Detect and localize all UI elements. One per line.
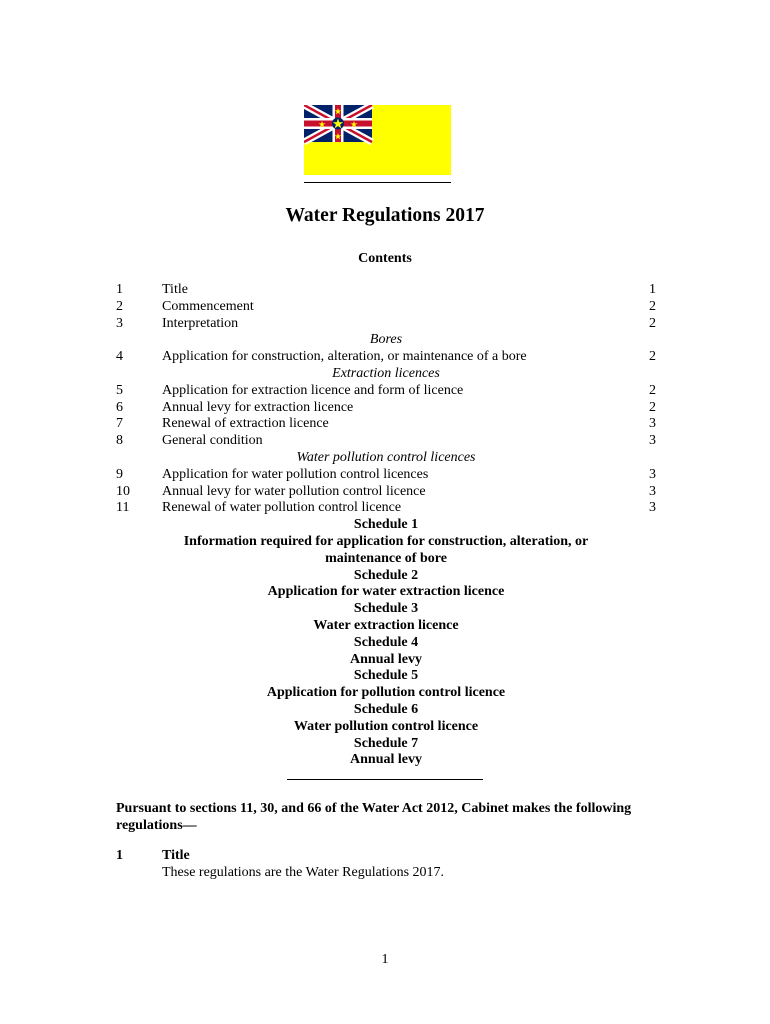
section-heading: Title	[162, 848, 190, 863]
toc-part-heading-extraction: Extraction licences	[332, 365, 440, 381]
schedule-label: Schedule 3	[353, 601, 419, 617]
niue-flag-emblem	[304, 105, 451, 175]
toc-entry-number: 1	[116, 282, 123, 297]
section-text: These regulations are the Water Regulations 2017.	[162, 865, 445, 880]
schedule-title: Application for water extraction licence	[267, 584, 505, 600]
toc-entry-page: 2	[649, 399, 656, 415]
toc-entry-page: 2	[649, 382, 656, 398]
toc-entry-title: Application for water pollution control licences	[162, 466, 429, 482]
toc-entry-number: 11	[116, 500, 130, 516]
toc-schedule-5[interactable]	[116, 668, 656, 702]
toc-entry-number: 4	[116, 349, 123, 365]
toc-schedule-2[interactable]	[116, 568, 656, 602]
toc-entry-title: Application for construction, alteration, or maintenance of a bore	[162, 349, 527, 365]
schedule-label: Schedule 2	[353, 567, 419, 583]
toc-entry-number: 3	[116, 315, 123, 331]
schedule-label: Schedule 4	[353, 634, 419, 650]
schedule-title: Information required for application for construction, alteration, or	[183, 533, 589, 549]
toc-schedule-6[interactable]	[116, 702, 656, 736]
toc-entry-page: 2	[649, 349, 656, 365]
toc-entry-number: 9	[116, 466, 123, 482]
toc-schedule-3[interactable]	[116, 601, 656, 635]
toc-entry-title: Interpretation	[162, 315, 239, 331]
contents-heading: Contents	[358, 251, 412, 266]
page-number: 1	[381, 952, 389, 967]
schedule-label: Schedule 7	[353, 735, 419, 751]
toc-entry-title: Renewal of water pollution control licence	[162, 500, 402, 516]
toc-schedule-4[interactable]	[116, 635, 656, 669]
toc-entry-page: 1	[649, 282, 656, 297]
toc-entry-page: 2	[649, 298, 656, 314]
toc-entry-page: 3	[649, 433, 656, 449]
document-title: Water Regulations 2017	[285, 205, 485, 226]
toc-part-heading-bores: Bores	[369, 332, 403, 348]
contents-end-rule	[287, 779, 483, 780]
toc-entry-number: 7	[116, 416, 123, 432]
toc-entry-page: 3	[649, 483, 656, 499]
schedule-label: Schedule 1	[353, 517, 419, 533]
toc-schedule-7[interactable]	[116, 736, 656, 770]
toc-entry-number: 2	[116, 298, 123, 314]
toc-entry-title: Application for extraction licence and form of licence	[162, 382, 464, 398]
toc-entry-title: Renewal of extraction licence	[162, 416, 329, 432]
schedule-label: Schedule 6	[353, 701, 419, 717]
toc-entry[interactable]	[116, 316, 656, 333]
enacting-preamble: Pursuant to sections 11, 30, and 66 of the Water Act 2012, Cabinet makes the following regulations—	[116, 801, 632, 833]
toc-entry-title: Annual levy for water pollution control licence	[162, 483, 426, 499]
toc-entry-number: 10	[116, 483, 130, 499]
emblem-rule	[304, 182, 451, 183]
schedule-title: Annual levy	[350, 651, 422, 667]
toc-entry[interactable]	[116, 433, 656, 450]
table-of-contents	[116, 282, 656, 769]
schedule-title-continued: maintenance of bore	[325, 550, 447, 566]
schedule-title: Application for pollution control licence	[266, 685, 506, 701]
toc-entry-page: 3	[649, 416, 656, 432]
toc-entry-number: 6	[116, 399, 123, 415]
toc-entry[interactable]	[116, 349, 656, 366]
toc-entry[interactable]	[116, 299, 656, 316]
toc-entry[interactable]	[116, 484, 656, 501]
toc-entry-title: Title	[162, 282, 188, 297]
toc-entry-page: 2	[649, 315, 656, 331]
schedule-title: Water extraction licence	[313, 617, 459, 633]
section-number: 1	[116, 848, 123, 863]
toc-entry-page: 3	[649, 466, 656, 482]
toc-part-heading-pollution: Water pollution control licences	[296, 449, 476, 465]
toc-entry[interactable]	[116, 416, 656, 433]
toc-entry-number: 5	[116, 382, 123, 398]
toc-entry-page: 3	[649, 500, 656, 516]
schedule-title: Water pollution control licence	[293, 718, 479, 734]
toc-entry-title: General condition	[162, 433, 263, 449]
toc-entry[interactable]	[116, 500, 656, 517]
toc-entry[interactable]	[116, 383, 656, 400]
toc-entry-number: 8	[116, 433, 123, 449]
toc-entry[interactable]	[116, 467, 656, 484]
toc-entry-title: Commencement	[162, 298, 254, 314]
toc-entry-title: Annual levy for extraction licence	[162, 399, 354, 415]
toc-entry[interactable]	[116, 282, 656, 299]
schedule-label: Schedule 5	[353, 668, 419, 684]
schedule-title: Annual levy	[350, 752, 422, 768]
toc-schedule-1[interactable]	[116, 517, 656, 567]
toc-entry[interactable]	[116, 400, 656, 417]
